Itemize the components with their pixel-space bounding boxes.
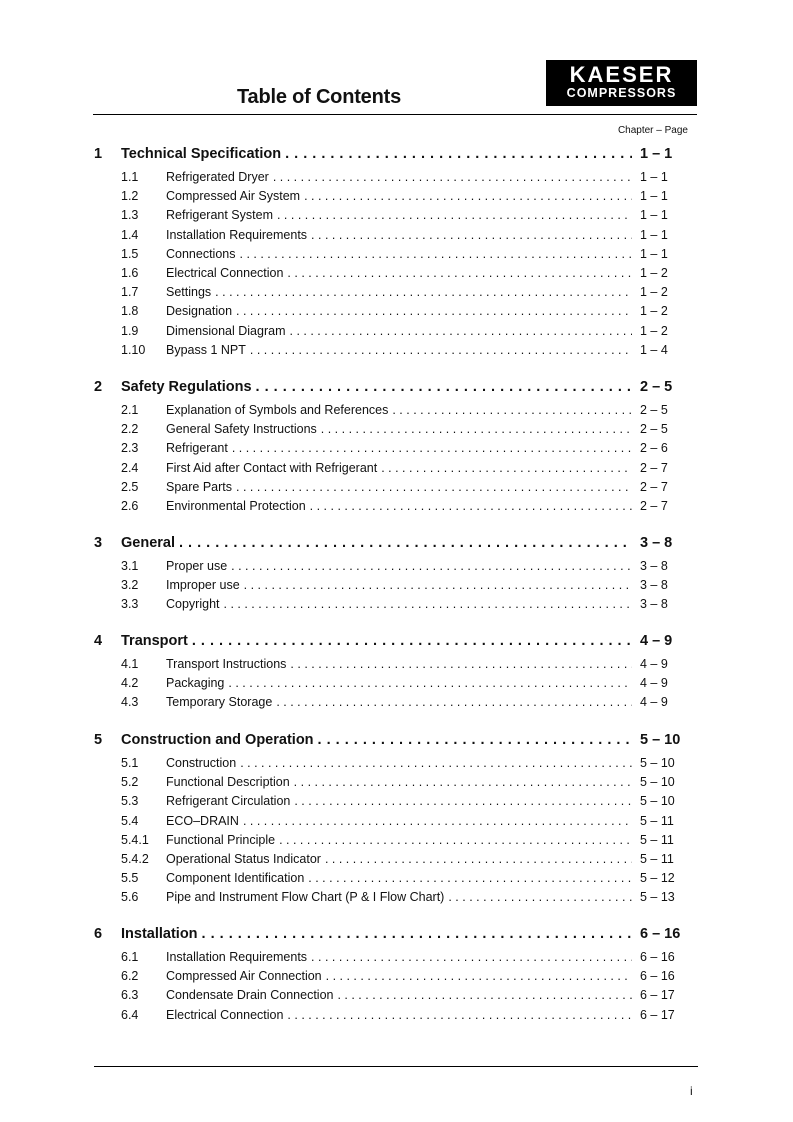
- toc-entry-row[interactable]: [94, 988, 688, 1007]
- toc-chapter-row[interactable]: [94, 146, 688, 170]
- entry-title: General Safety Instructions: [166, 422, 317, 437]
- entry-title: Proper use: [166, 559, 228, 573]
- entry-number: 2.2: [121, 422, 139, 437]
- toc-entry-row[interactable]: [94, 266, 688, 285]
- toc-entry-row[interactable]: [94, 480, 688, 499]
- entry-page: 1 – 2: [640, 265, 668, 280]
- toc-chapter-row[interactable]: [94, 926, 688, 950]
- toc-entry-row[interactable]: [94, 756, 688, 775]
- entry-number: 1.1: [121, 170, 139, 184]
- toc-entry-row[interactable]: [94, 597, 688, 616]
- dot-leader: [179, 535, 632, 551]
- entry-page: 5 – 11: [640, 813, 674, 828]
- toc-entry-row[interactable]: [94, 814, 688, 833]
- entry-number: 1.4: [121, 227, 139, 242]
- dot-leader: [250, 343, 632, 357]
- entry-number: 6.3: [121, 988, 139, 1003]
- dot-leader: [244, 578, 632, 592]
- entry-page: 5 – 10: [640, 775, 675, 790]
- chapter-page: 1 – 1: [640, 146, 673, 162]
- entry-number: 2.3: [121, 441, 139, 456]
- entry-number: 5.2: [121, 775, 139, 790]
- entry-number: 2.5: [121, 479, 139, 494]
- entry-title: Functional Description: [166, 775, 290, 790]
- entry-number: 2.6: [121, 498, 139, 513]
- entry-page: 5 – 11: [640, 832, 674, 847]
- entry-title: Packaging: [166, 676, 225, 691]
- toc-chapter-row[interactable]: [94, 535, 688, 559]
- entry-title: Pipe and Instrument Flow Chart (P & I Flow Chart): [166, 890, 445, 905]
- entry-title: Environmental Protection: [166, 498, 306, 513]
- entry-number: 1.10: [121, 342, 146, 357]
- entry-number: 4.1: [121, 657, 139, 671]
- kaeser-logo: [546, 60, 697, 106]
- dot-leader: [287, 1008, 632, 1022]
- entry-page: 4 – 9: [640, 695, 668, 710]
- entry-title: Improper use: [166, 578, 240, 593]
- entry-page: 1 – 1: [640, 208, 668, 223]
- dot-leader: [448, 890, 632, 904]
- toc-entry-row[interactable]: [94, 852, 688, 871]
- toc-section-3: [94, 535, 688, 617]
- toc-chapter-row[interactable]: [94, 732, 688, 756]
- entry-number: 3.1: [121, 559, 139, 573]
- dot-leader: [321, 422, 632, 436]
- entry-page: 5 – 10: [640, 794, 675, 809]
- page-title: Table of Contents: [237, 86, 402, 108]
- dot-leader: [290, 657, 632, 671]
- entry-title: Refrigerated Dryer: [166, 170, 269, 184]
- toc-entry-row[interactable]: [94, 950, 688, 969]
- toc-entry-row[interactable]: [94, 441, 688, 460]
- toc-section-4: [94, 633, 688, 715]
- entry-page: 3 – 8: [640, 559, 668, 573]
- header-rule: [93, 114, 697, 115]
- chapter-number: 3: [94, 535, 103, 551]
- dot-leader: [256, 379, 632, 395]
- entry-page: 2 – 7: [640, 498, 668, 513]
- entry-number: 2.1: [121, 403, 139, 417]
- entry-page: 1 – 2: [640, 304, 668, 319]
- dot-leader: [240, 247, 633, 261]
- dot-leader: [294, 775, 632, 789]
- toc-entry-row[interactable]: [94, 695, 688, 714]
- toc-entry-row[interactable]: [94, 208, 688, 227]
- entry-page: 4 – 9: [640, 657, 668, 671]
- entry-page: 6 – 17: [640, 1007, 675, 1022]
- entry-number: 5.4: [121, 813, 139, 828]
- dot-leader: [276, 695, 632, 709]
- toc-entry-row[interactable]: [94, 499, 688, 518]
- dot-leader: [279, 833, 632, 847]
- entry-title: Installation Requirements: [166, 227, 308, 242]
- dot-leader: [232, 441, 632, 455]
- entry-number: 6.2: [121, 969, 139, 984]
- toc-entry-row[interactable]: [94, 247, 688, 266]
- entry-title: Designation: [166, 304, 233, 319]
- chapter-number: 1: [94, 146, 103, 162]
- toc-entry-row[interactable]: [94, 1008, 688, 1027]
- dot-leader: [273, 170, 632, 184]
- dot-leader: [326, 969, 632, 983]
- entry-number: 1.6: [121, 265, 139, 280]
- toc-entry-row[interactable]: [94, 794, 688, 813]
- chapter-number: 5: [94, 732, 103, 748]
- toc-section-1: [94, 146, 688, 362]
- dot-leader: [318, 732, 632, 748]
- entry-number: 4.2: [121, 676, 139, 691]
- chapter-page-label: Chapter – Page: [617, 125, 688, 136]
- dot-leader: [243, 814, 632, 828]
- entry-page: 5 – 11: [640, 851, 674, 866]
- entry-title: ECO–DRAIN: [166, 813, 239, 828]
- entry-page: 2 – 6: [640, 441, 668, 456]
- toc-entry-row[interactable]: [94, 189, 688, 208]
- chapter-number: 4: [94, 633, 103, 649]
- dot-leader: [308, 871, 632, 885]
- entry-title: Copyright: [166, 597, 220, 612]
- entry-number: 1.9: [121, 323, 139, 338]
- entry-page: 1 – 1: [640, 246, 668, 261]
- dot-leader: [337, 988, 632, 1002]
- entry-title: Compressed Air System: [166, 189, 301, 204]
- toc-entry-row[interactable]: [94, 578, 688, 597]
- dot-leader: [325, 852, 632, 866]
- chapter-title: Safety Regulations: [121, 379, 252, 395]
- entry-title: Construction: [166, 756, 237, 770]
- dot-leader: [231, 559, 632, 573]
- dot-leader: [311, 950, 632, 964]
- entry-page: 2 – 5: [640, 403, 668, 417]
- entry-page: 5 – 13: [640, 890, 675, 905]
- entry-title: Dimensional Diagram: [166, 323, 286, 338]
- dot-leader: [285, 146, 632, 162]
- toc-entry-row[interactable]: [94, 890, 688, 909]
- dot-leader: [290, 324, 633, 338]
- entry-title: Settings: [166, 285, 212, 300]
- toc-entry-row[interactable]: [94, 775, 688, 794]
- dot-leader: [392, 403, 632, 417]
- toc-entry-row[interactable]: [94, 422, 688, 441]
- entry-number: 1.5: [121, 246, 139, 261]
- toc-entry-row[interactable]: [94, 969, 688, 988]
- entry-number: 1.2: [121, 189, 139, 204]
- toc-entry-row[interactable]: [94, 170, 688, 189]
- logo-subtitle-text: COMPRESSORS: [566, 86, 677, 100]
- chapter-title: Construction and Operation: [121, 732, 314, 748]
- dot-leader: [202, 926, 632, 942]
- entry-number: 2.4: [121, 460, 139, 475]
- entry-title: Compressed Air Connection: [166, 969, 322, 984]
- entry-title: Refrigerant Circulation: [166, 794, 291, 809]
- page-number: i: [690, 1084, 693, 1098]
- toc-entry-row[interactable]: [94, 228, 688, 247]
- entry-page: 2 – 7: [640, 479, 668, 494]
- entry-page: 1 – 2: [640, 285, 668, 300]
- entry-page: 1 – 2: [640, 323, 668, 338]
- chapter-page: 3 – 8: [640, 535, 673, 551]
- chapter-title: Installation: [121, 926, 198, 942]
- entry-number: 6.4: [121, 1007, 139, 1022]
- entry-page: 1 – 1: [640, 189, 668, 204]
- entry-title: Electrical Connection: [166, 265, 284, 280]
- entry-number: 5.6: [121, 890, 139, 905]
- chapter-page: 5 – 10: [640, 732, 681, 748]
- entry-page: 1 – 4: [640, 342, 668, 357]
- dot-leader: [192, 633, 632, 649]
- entry-page: 4 – 9: [640, 676, 668, 691]
- entry-number: 5.4.2: [121, 851, 149, 866]
- entry-number: 1.3: [121, 208, 139, 223]
- entry-title: Component Identification: [166, 871, 305, 886]
- toc-entry-row[interactable]: [94, 343, 688, 362]
- entry-page: 6 – 17: [640, 988, 675, 1003]
- entry-page: 6 – 16: [640, 969, 675, 984]
- dot-leader: [224, 597, 633, 611]
- entry-page: 1 – 1: [640, 170, 668, 184]
- toc-entry-row[interactable]: [94, 676, 688, 695]
- entry-number: 3.2: [121, 578, 139, 593]
- entry-number: 1.8: [121, 304, 139, 319]
- dot-leader: [236, 304, 632, 318]
- toc-entry-row[interactable]: [94, 871, 688, 890]
- entry-title: First Aid after Contact with Refrigerant: [166, 460, 378, 475]
- entry-number: 1.7: [121, 285, 139, 300]
- dot-leader: [310, 499, 632, 513]
- toc-chapter-row[interactable]: [94, 379, 688, 403]
- dot-leader: [215, 285, 632, 299]
- chapter-page: 6 – 16: [640, 926, 681, 942]
- entry-title: Installation Requirements: [166, 950, 308, 964]
- toc-entry-row[interactable]: [94, 657, 688, 676]
- chapter-page: 2 – 5: [640, 379, 673, 395]
- dot-leader: [236, 480, 632, 494]
- entry-title: Bypass 1 NPT: [166, 342, 246, 357]
- dot-leader: [277, 208, 632, 222]
- chapter-number: 6: [94, 926, 103, 942]
- entry-title: Functional Principle: [166, 832, 276, 847]
- chapter-number: 2: [94, 379, 103, 395]
- toc-chapter-row[interactable]: [94, 633, 688, 657]
- dot-leader: [240, 756, 632, 770]
- chapter-title: Technical Specification: [121, 146, 282, 162]
- entry-number: 5.3: [121, 794, 139, 809]
- entry-number: 6.1: [121, 950, 139, 964]
- entry-title: Refrigerant: [166, 441, 228, 456]
- entry-number: 5.1: [121, 756, 139, 770]
- entry-title: Temporary Storage: [166, 695, 273, 710]
- entry-page: 5 – 10: [640, 756, 675, 770]
- entry-title: Explanation of Symbols and References: [166, 403, 389, 417]
- entry-number: 5.5: [121, 871, 139, 886]
- entry-title: Transport Instructions: [166, 657, 287, 671]
- entry-page: 1 – 1: [640, 227, 668, 242]
- toc-entry-row[interactable]: [94, 559, 688, 578]
- entry-page: 6 – 16: [640, 950, 675, 964]
- toc-entry-row[interactable]: [94, 304, 688, 323]
- toc-entry-row[interactable]: [94, 461, 688, 480]
- toc-entry-row[interactable]: [94, 285, 688, 304]
- chapter-page: 4 – 9: [640, 633, 673, 649]
- dot-leader: [304, 189, 632, 203]
- chapter-title: Transport: [121, 633, 188, 649]
- dot-leader: [381, 461, 632, 475]
- entry-number: 4.3: [121, 695, 139, 710]
- entry-title: Spare Parts: [166, 479, 233, 494]
- toc-entry-row[interactable]: [94, 403, 688, 422]
- entry-page: 3 – 8: [640, 578, 668, 593]
- toc-section-5: [94, 732, 688, 910]
- dot-leader: [228, 676, 632, 690]
- entry-title: Connections: [166, 246, 236, 261]
- entry-number: 5.4.1: [121, 832, 149, 847]
- entry-number: 3.3: [121, 597, 139, 612]
- entry-title: Refrigerant System: [166, 208, 273, 223]
- entry-page: 2 – 7: [640, 460, 668, 475]
- entry-title: Condensate Drain Connection: [166, 988, 334, 1003]
- dot-leader: [294, 794, 632, 808]
- entry-page: 3 – 8: [640, 597, 668, 612]
- entry-page: 5 – 12: [640, 871, 675, 886]
- entry-title: Electrical Connection: [166, 1007, 284, 1022]
- entry-title: Operational Status Indicator: [166, 851, 321, 866]
- toc-entry-row[interactable]: [94, 324, 688, 343]
- toc-section-2: [94, 379, 688, 518]
- toc-section-6: [94, 926, 688, 1027]
- footer-rule: [94, 1066, 698, 1067]
- dot-leader: [287, 266, 632, 280]
- logo-brand-text: KAESER: [569, 62, 674, 87]
- dot-leader: [311, 228, 632, 242]
- entry-page: 2 – 5: [640, 422, 668, 437]
- toc-entry-row[interactable]: [94, 833, 688, 852]
- chapter-title: General: [121, 535, 175, 551]
